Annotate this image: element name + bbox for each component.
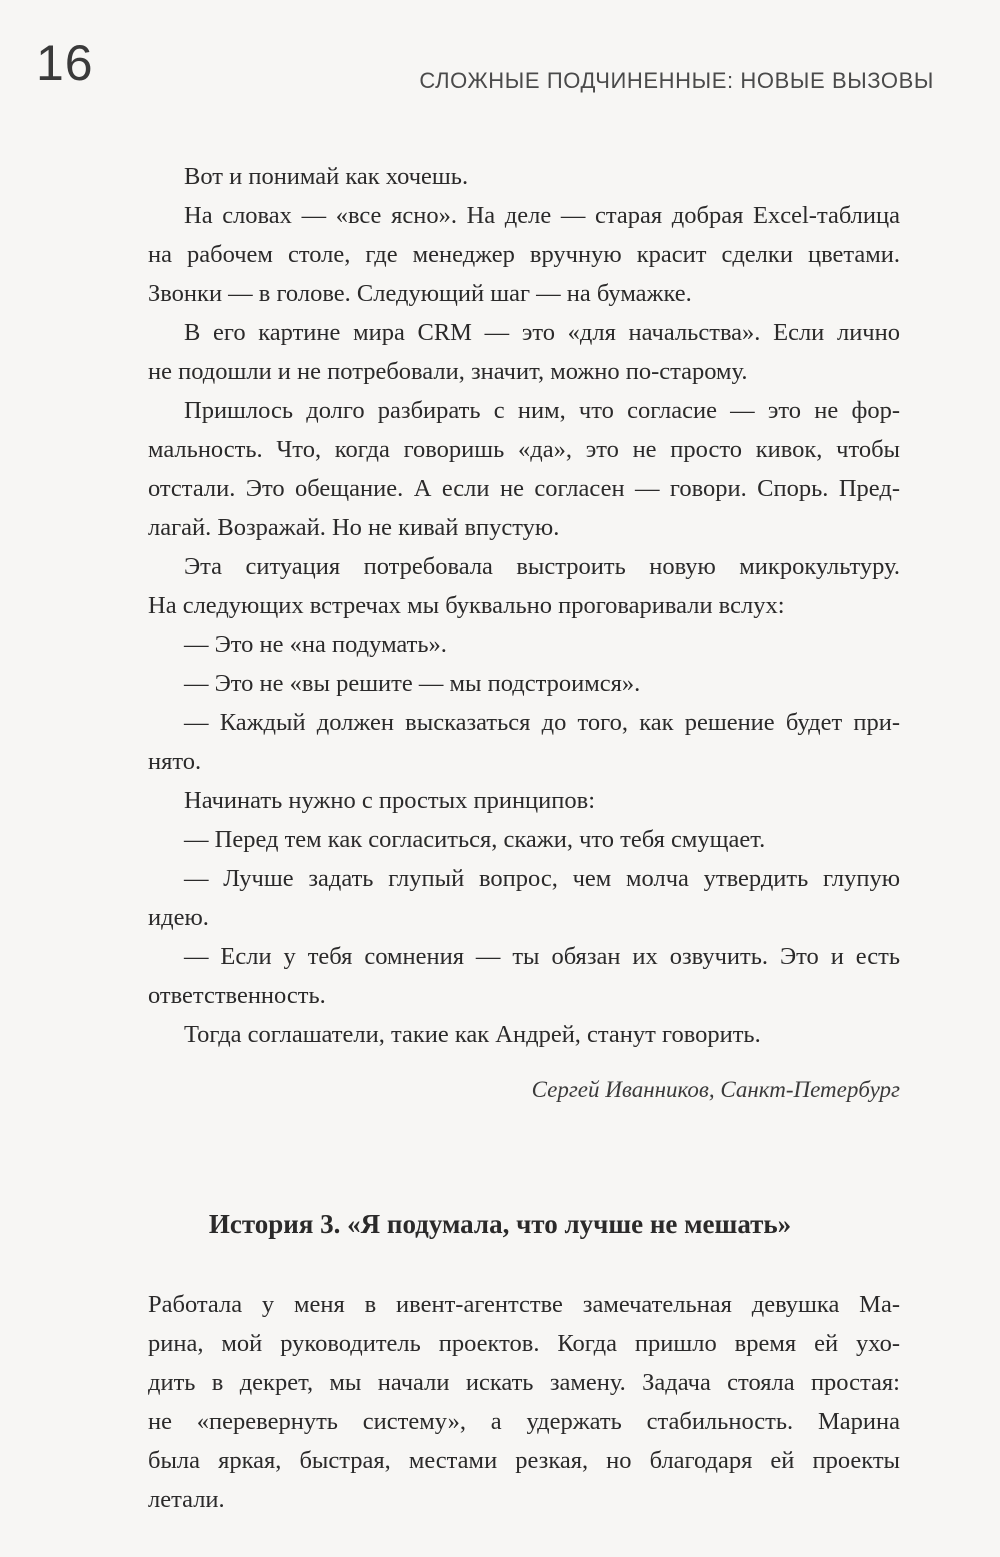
text-line: Звонки — в голове. Следующий шаг — на бумажке. xyxy=(148,280,692,307)
section-text xyxy=(148,1285,900,1519)
text-line: — Перед тем как согласиться, скажи, что тебя смущает. xyxy=(184,826,766,853)
text-line: на рабочем столе, где менеджер вручную красит сделки цветами. xyxy=(148,241,900,268)
signature: Сергей Иванников, Санкт-Петербург xyxy=(531,1077,900,1102)
text-line: ответственность. xyxy=(148,982,326,1009)
text-line: летали. xyxy=(148,1486,225,1513)
section-title: История 3. «Я подумала, что лучше не мешать» xyxy=(208,1209,792,1239)
text-line: На словах — «все ясно». На деле — старая добрая Excel-таблица xyxy=(184,202,900,229)
text-line: Работала у меня в ивент-агентстве замечательная девушка Ма- xyxy=(148,1291,900,1318)
text-line: отстали. Это обещание. А если не согласен — говори. Спорь. Пред- xyxy=(148,475,900,502)
running-head: СЛОЖНЫЕ ПОДЧИНЕННЫЕ: НОВЫЕ ВЫЗОВЫ xyxy=(419,68,934,93)
text-line: На следующих встречах мы буквально проговаривали вслух: xyxy=(148,592,785,619)
text-line: В его картине мира CRM — это «для начальства». Если лично xyxy=(184,319,900,346)
text-line: Эта ситуация потребовала выстроить новую микрокультуру. xyxy=(184,553,900,580)
text-line: — Если у тебя сомнения — ты обязан их озвучить. Это и есть xyxy=(184,943,900,970)
text-line: Начинать нужно с простых принципов: xyxy=(184,787,596,814)
text-line: Пришлось долго разбирать с ним, что согласие — это не фор- xyxy=(184,397,900,424)
text-line: Вот и понимай как хочешь. xyxy=(184,163,469,190)
text-line: — Лучше задать глупый вопрос, чем молча утвердить глупую xyxy=(184,865,900,892)
text-line: — Каждый должен высказаться до того, как решение будет при- xyxy=(184,709,900,736)
text-line: идею. xyxy=(148,904,209,931)
text-line: мальность. Что, когда говоришь «да», это не просто кивок, чтобы xyxy=(148,436,900,463)
text-line: была яркая, быстрая, местами резкая, но благодаря ей проекты xyxy=(148,1447,900,1474)
story-text xyxy=(148,157,900,1054)
text-line: — Это не «вы решите — мы подстроимся». xyxy=(184,670,641,697)
text-line: рина, мой руководитель проектов. Когда пришло время ей ухо- xyxy=(148,1330,900,1357)
text-line: не «перевернуть систему», а удержать стабильность. Марина xyxy=(148,1408,900,1435)
text-line: не подошли и не потребовали, значит, можно по-старому. xyxy=(148,358,748,385)
page-number: 16 xyxy=(36,35,94,91)
text-line: нято. xyxy=(148,748,202,775)
text-line: Тогда соглашатели, такие как Андрей, станут говорить. xyxy=(184,1021,761,1048)
text-line: лагай. Возражай. Но не кивай впустую. xyxy=(148,514,560,541)
text-line: дить в декрет, мы начали искать замену. Задача стояла простая: xyxy=(148,1369,900,1396)
text-line: — Это не «на подумать». xyxy=(184,631,447,658)
